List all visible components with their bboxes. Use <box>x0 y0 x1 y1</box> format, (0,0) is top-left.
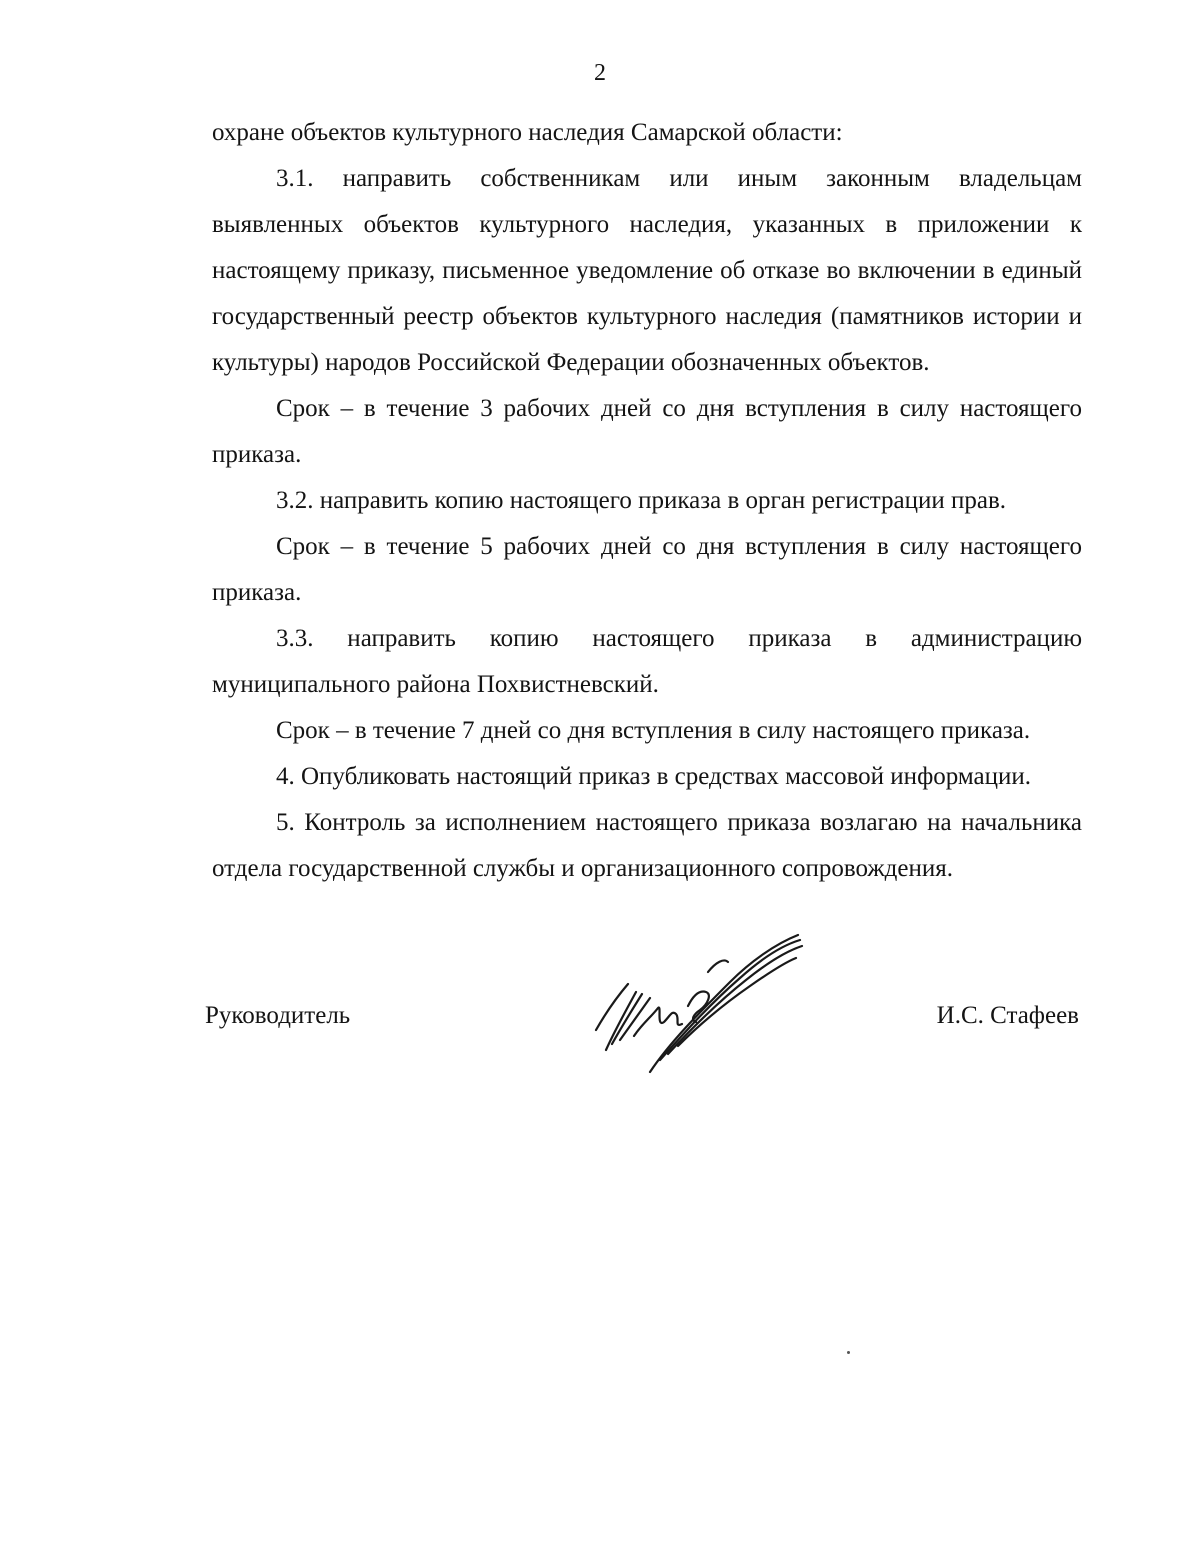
paragraph-3-2: 3.2. направить копию настоящего приказа в орган регистрации прав. <box>276 487 1007 514</box>
scan-speck <box>847 1351 850 1354</box>
paragraph-continuation: охране объектов культурного наследия Самарской области: <box>212 119 843 146</box>
paragraph-deadline-3-1: Срок – в течение 3 рабочих дней со дня вступления в силу настоящего приказа. <box>212 395 1082 468</box>
paragraph-3-3: 3.3. направить копию настоящего приказа в администрацию муниципального района Похвистневский. <box>212 625 1082 698</box>
paragraph-deadline-3-3: Срок – в течение 7 дней со дня вступления в силу настоящего приказа. <box>276 717 1031 744</box>
page-number: 2 <box>594 60 606 86</box>
signatory-name: И.С. Стафеев <box>936 1002 1079 1029</box>
document-body <box>212 110 1082 892</box>
paragraph-4: 4. Опубликовать настоящий приказ в средствах массовой информации. <box>276 763 1032 790</box>
paragraph-deadline-3-2: Срок – в течение 5 рабочих дней со дня вступления в силу настоящего приказа. <box>212 533 1082 606</box>
signatory-title: Руководитель <box>205 1002 351 1029</box>
paragraph-3-1: 3.1. направить собственникам или иным законным владельцам выявленных объектов культурного наследия, указанных в приложении к настоящему приказу, письменное уведомление об отказе во включении в единый государственный реестр объектов культурного наследия (памятников истории и культуры) народов Российской Федерации обозначенных объектов. <box>212 165 1082 376</box>
paragraph-5: 5. Контроль за исполнением настоящего приказа возлагаю на начальника отдела государственной службы и организационного сопровождения. <box>212 809 1082 882</box>
handwritten-signature-icon <box>590 932 810 1077</box>
